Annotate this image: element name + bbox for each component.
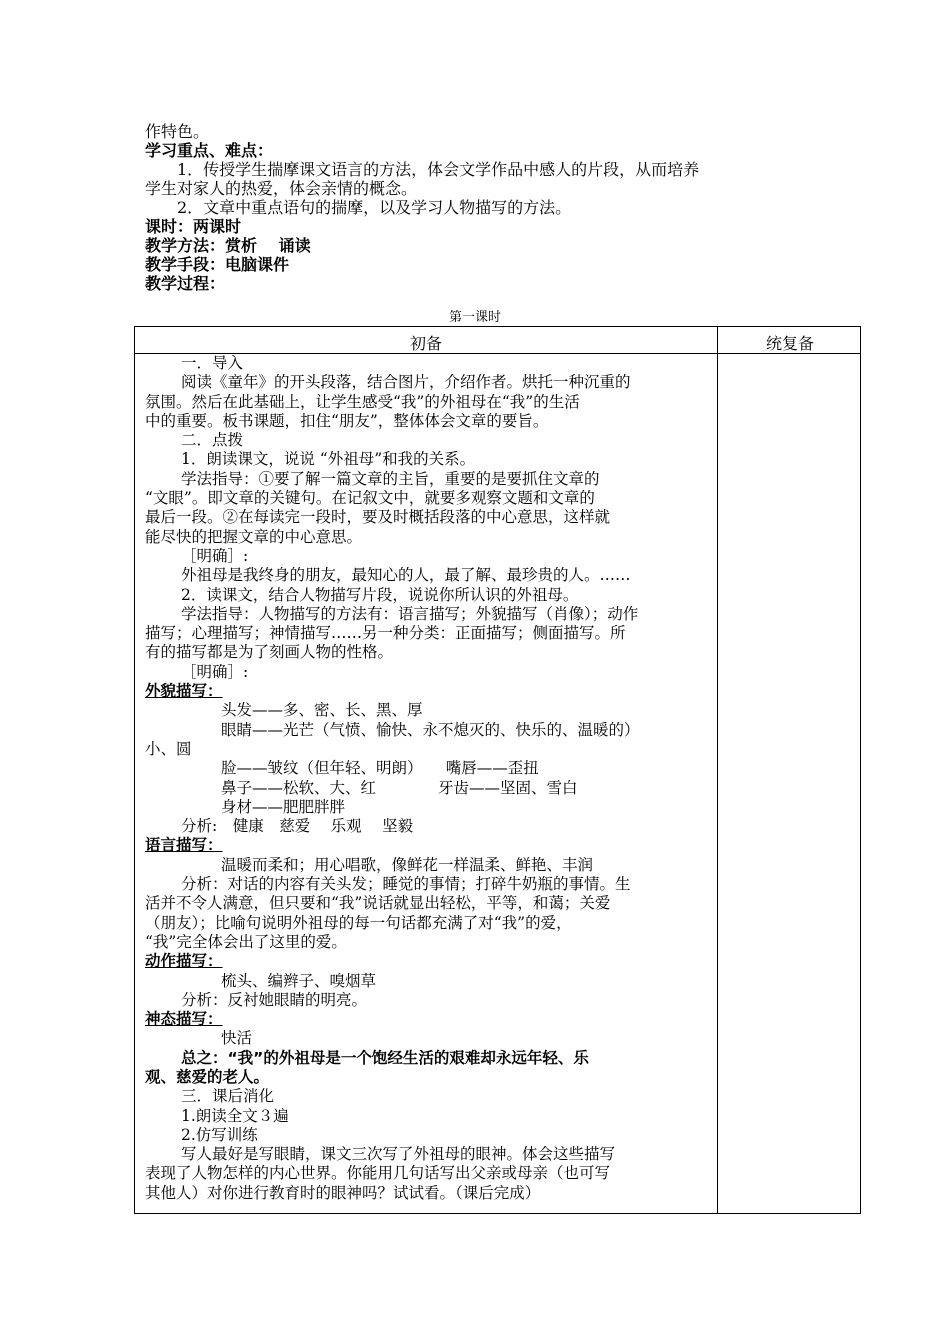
text-line: 头发——多、密、长、黑、厚 [221,701,423,720]
text-line: 有的描写都是为了刻画人物的性格。 [145,643,394,662]
class-hours: 课时：两课时 [145,217,242,236]
text-line: 学法指导：①要了解一篇文章的主旨，重要的是要抓住文章的 [181,469,600,488]
text-line: “文眼”。即文章的关键句。在记叙文中，就要多观察文题和文章的 [145,489,595,508]
text-line: 脸——皱纹（但年轻、明朗） 嘴唇——歪扭 [221,759,539,778]
expression-heading: 神态描写： [145,1010,223,1029]
analysis-line: 分析：反衬她眼睛的明亮。 [181,990,368,1009]
section-after-class: 三．课后消化 [181,1087,275,1106]
key-point-1-cont: 学生对家人的热爱，体会亲情的概念。 [145,179,418,198]
lesson-table [134,326,861,1214]
intro-continuation: 作特色。 [145,122,210,141]
clarify-label: ［明确］: [181,662,249,681]
text-line: 描写；心理描写；神情描写……另一种分类：正面描写；侧面描写。所 [145,624,626,643]
key-point-1: 1．传授学生揣摩课文语言的方法，体会文学作品中感人的片段，从而培养 [177,160,700,179]
column-header-initial: 初备 [409,334,442,353]
language-heading: 语言描写： [145,836,223,855]
section-guidance: 二．点拨 [181,431,244,450]
text-line: 活并不令人满意，但只要和“我”说话就显出轻松，平等，和蔼；关爱 [145,894,611,913]
text-line: 温暖而柔和；用心唱歌，像鲜花一样温柔、鲜艳、丰润 [221,855,594,874]
key-points-heading: 学习重点、难点： [145,141,274,160]
text-line: 身材——肥肥胖胖 [221,797,346,816]
text-line: 小、圆 [145,739,192,758]
text-line: 2．读课文，结合人物描写片段，说说你所认识的外祖母。 [181,585,579,604]
teaching-method: 教学方法：赏析 诵读 [145,236,311,255]
lesson-body [145,354,715,1203]
teaching-means: 教学手段：电脑课件 [145,255,290,274]
task-line: 2.仿写训练 [181,1125,258,1144]
text-line: 鼻子——松软、大、红 牙齿——坚固、雪白 [221,778,578,797]
text-line: 氛围。然后在此基础上，让学生感受“我”的外祖母在“我”的生活 [145,392,580,411]
key-point-2: 2．文章中重点语句的揣摩，以及学习人物描写的方法。 [177,198,572,217]
analysis-line: 分析: 健康 慈爱 乐观 坚毅 [181,817,414,836]
summary-line: 观、慈爱的老人。 [145,1067,270,1086]
text-line: 快活 [221,1029,253,1048]
clarify-label: ［明确］: [181,546,249,565]
text-line: 学法指导：人物描写的方法有：语言描写；外貌描写（肖像）；动作 [181,604,639,623]
analysis-line: 分析：对话的内容有关头发；睡觉的事情；打碎牛奶瓶的事情。生 [181,875,631,894]
section-intro: 一．导入 [181,354,244,372]
text-line: 梳头、编辫子、嗅烟草 [221,971,377,990]
lesson-intro [145,122,825,293]
text-line: （朋友）；比喻句说明外祖母的每一句话都充满了对“我”的爱， [145,913,572,932]
text-line: 表现了人物怎样的内心世界。你能用几句话写出父亲或母亲（也可写 [145,1164,611,1183]
appearance-heading: 外貌描写： [145,682,223,701]
text-line: 眼睛——光芒（气愤、愉快、永不熄灭的、快乐的、温暖的） [221,720,640,739]
teaching-process-heading: 教学过程： [145,274,226,293]
text-line: 最后一段。②在每读完一段时，要及时概括段落的中心意思，这样就 [145,508,611,527]
text-line: 阅读《童年》的开头段落，结合图片，介绍作者。烘托一种沉重的 [181,373,631,392]
table-caption: 第一课时 [448,310,501,325]
task-line: 1.朗读全文３遍 [181,1106,289,1125]
action-heading: 动作描写： [145,952,223,971]
text-line: 能尽快的把握文章的中心意思。 [145,527,363,546]
column-divider [717,327,718,1213]
column-header-review: 统复备 [765,334,814,353]
text-line: 写人最好是写眼睛，课文三次写了外祖母的眼神。体会这些描写 [181,1145,616,1164]
text-line: 中的重要。板书课题，扣住“朋友”，整体体会文章的要旨。 [145,411,549,430]
text-line: “我”完全体会出了这里的爱。 [145,932,347,951]
table-header [135,327,860,354]
text-line: 外祖母是我终身的朋友，最知心的人，最了解、最珍贵的人。…… [181,566,631,585]
summary-line: 总之：“我”的外祖母是一个饱经生活的艰难却永远年轻、乐 [181,1048,589,1067]
text-line: 其他人）对你进行教育时的眼神吗？试试看。（课后完成） [145,1183,541,1202]
text-line: 1．朗读课文，说说 “外祖母”和我的关系。 [181,450,476,469]
